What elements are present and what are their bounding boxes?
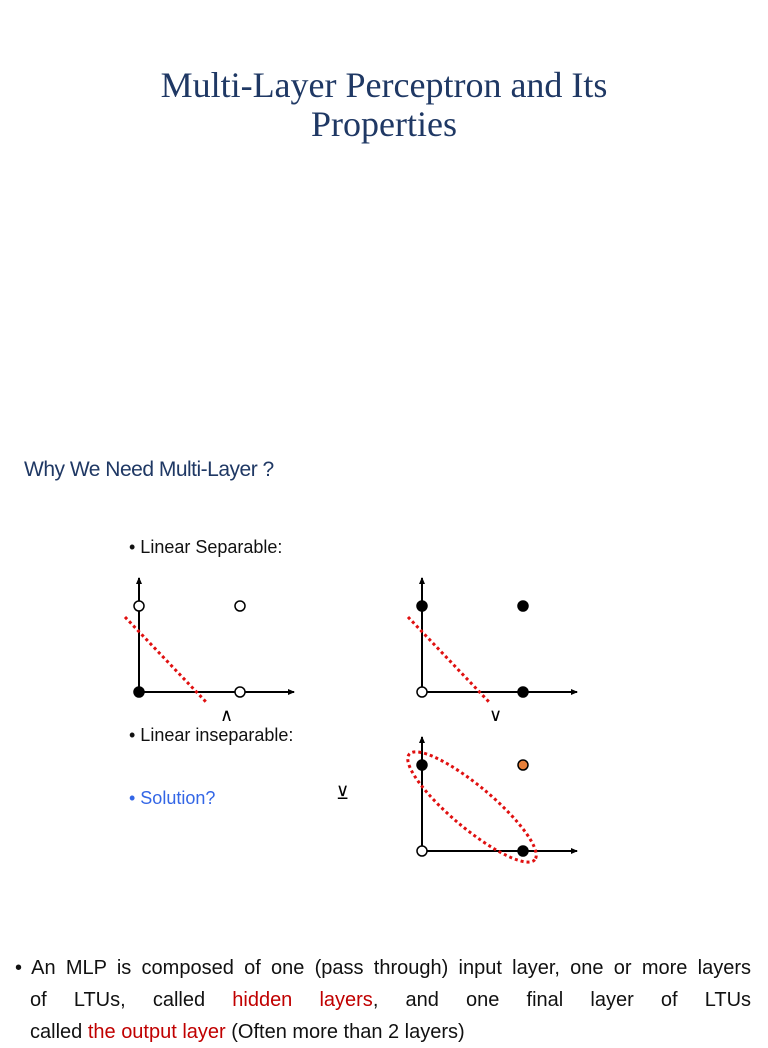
page-title-line-1: Multi-Layer Perceptron and Its xyxy=(160,65,608,105)
or-point-11 xyxy=(518,601,528,611)
or-plot xyxy=(408,578,577,703)
line3-text-a: called xyxy=(30,1021,83,1043)
page-title-line-2: Properties xyxy=(311,104,457,144)
bullet-linear-separable: • Linear Separable: xyxy=(129,537,283,557)
xor-point-11 xyxy=(518,760,528,770)
output-layer-highlight: the output layer xyxy=(87,1021,226,1043)
mlp-description-line-3 xyxy=(15,1016,751,1048)
and-point-01 xyxy=(134,601,144,611)
line3-text-b: (Often more than 2 layers) xyxy=(231,1021,465,1043)
mlp-description-line-2 xyxy=(15,984,751,1016)
bullet-linear-inseparable: • Linear inseparable: xyxy=(129,725,294,745)
bullet-solution: • Solution? xyxy=(129,788,216,808)
logic-plots xyxy=(0,560,768,880)
or-point-01 xyxy=(417,601,427,611)
mlp-description xyxy=(15,952,751,1048)
section-heading: Why We Need Multi-Layer ? xyxy=(24,458,274,481)
and-plot xyxy=(125,578,294,703)
or-point-10 xyxy=(518,687,528,697)
and-symbol: ∧ xyxy=(220,705,234,726)
hidden-layers-highlight: hidden layers xyxy=(232,989,373,1011)
page-title xyxy=(0,66,768,144)
line2-text-b: , and one final layer of LTUs xyxy=(372,989,752,1011)
or-point-00 xyxy=(417,687,427,697)
xor-symbol: ⊻ xyxy=(336,783,350,804)
line2-text-a: of LTUs, called xyxy=(30,989,206,1011)
xor-point-00 xyxy=(417,846,427,856)
xor-point-01 xyxy=(417,760,427,770)
mlp-description-line-1: • An MLP is composed of one (pass through) input layer, one or more layers xyxy=(15,957,751,979)
and-point-00 xyxy=(134,687,144,697)
and-point-10 xyxy=(235,687,245,697)
xor-plot xyxy=(396,737,577,876)
xor-point-10 xyxy=(518,846,528,856)
or-symbol: ∨ xyxy=(489,705,503,726)
and-point-11 xyxy=(235,601,245,611)
